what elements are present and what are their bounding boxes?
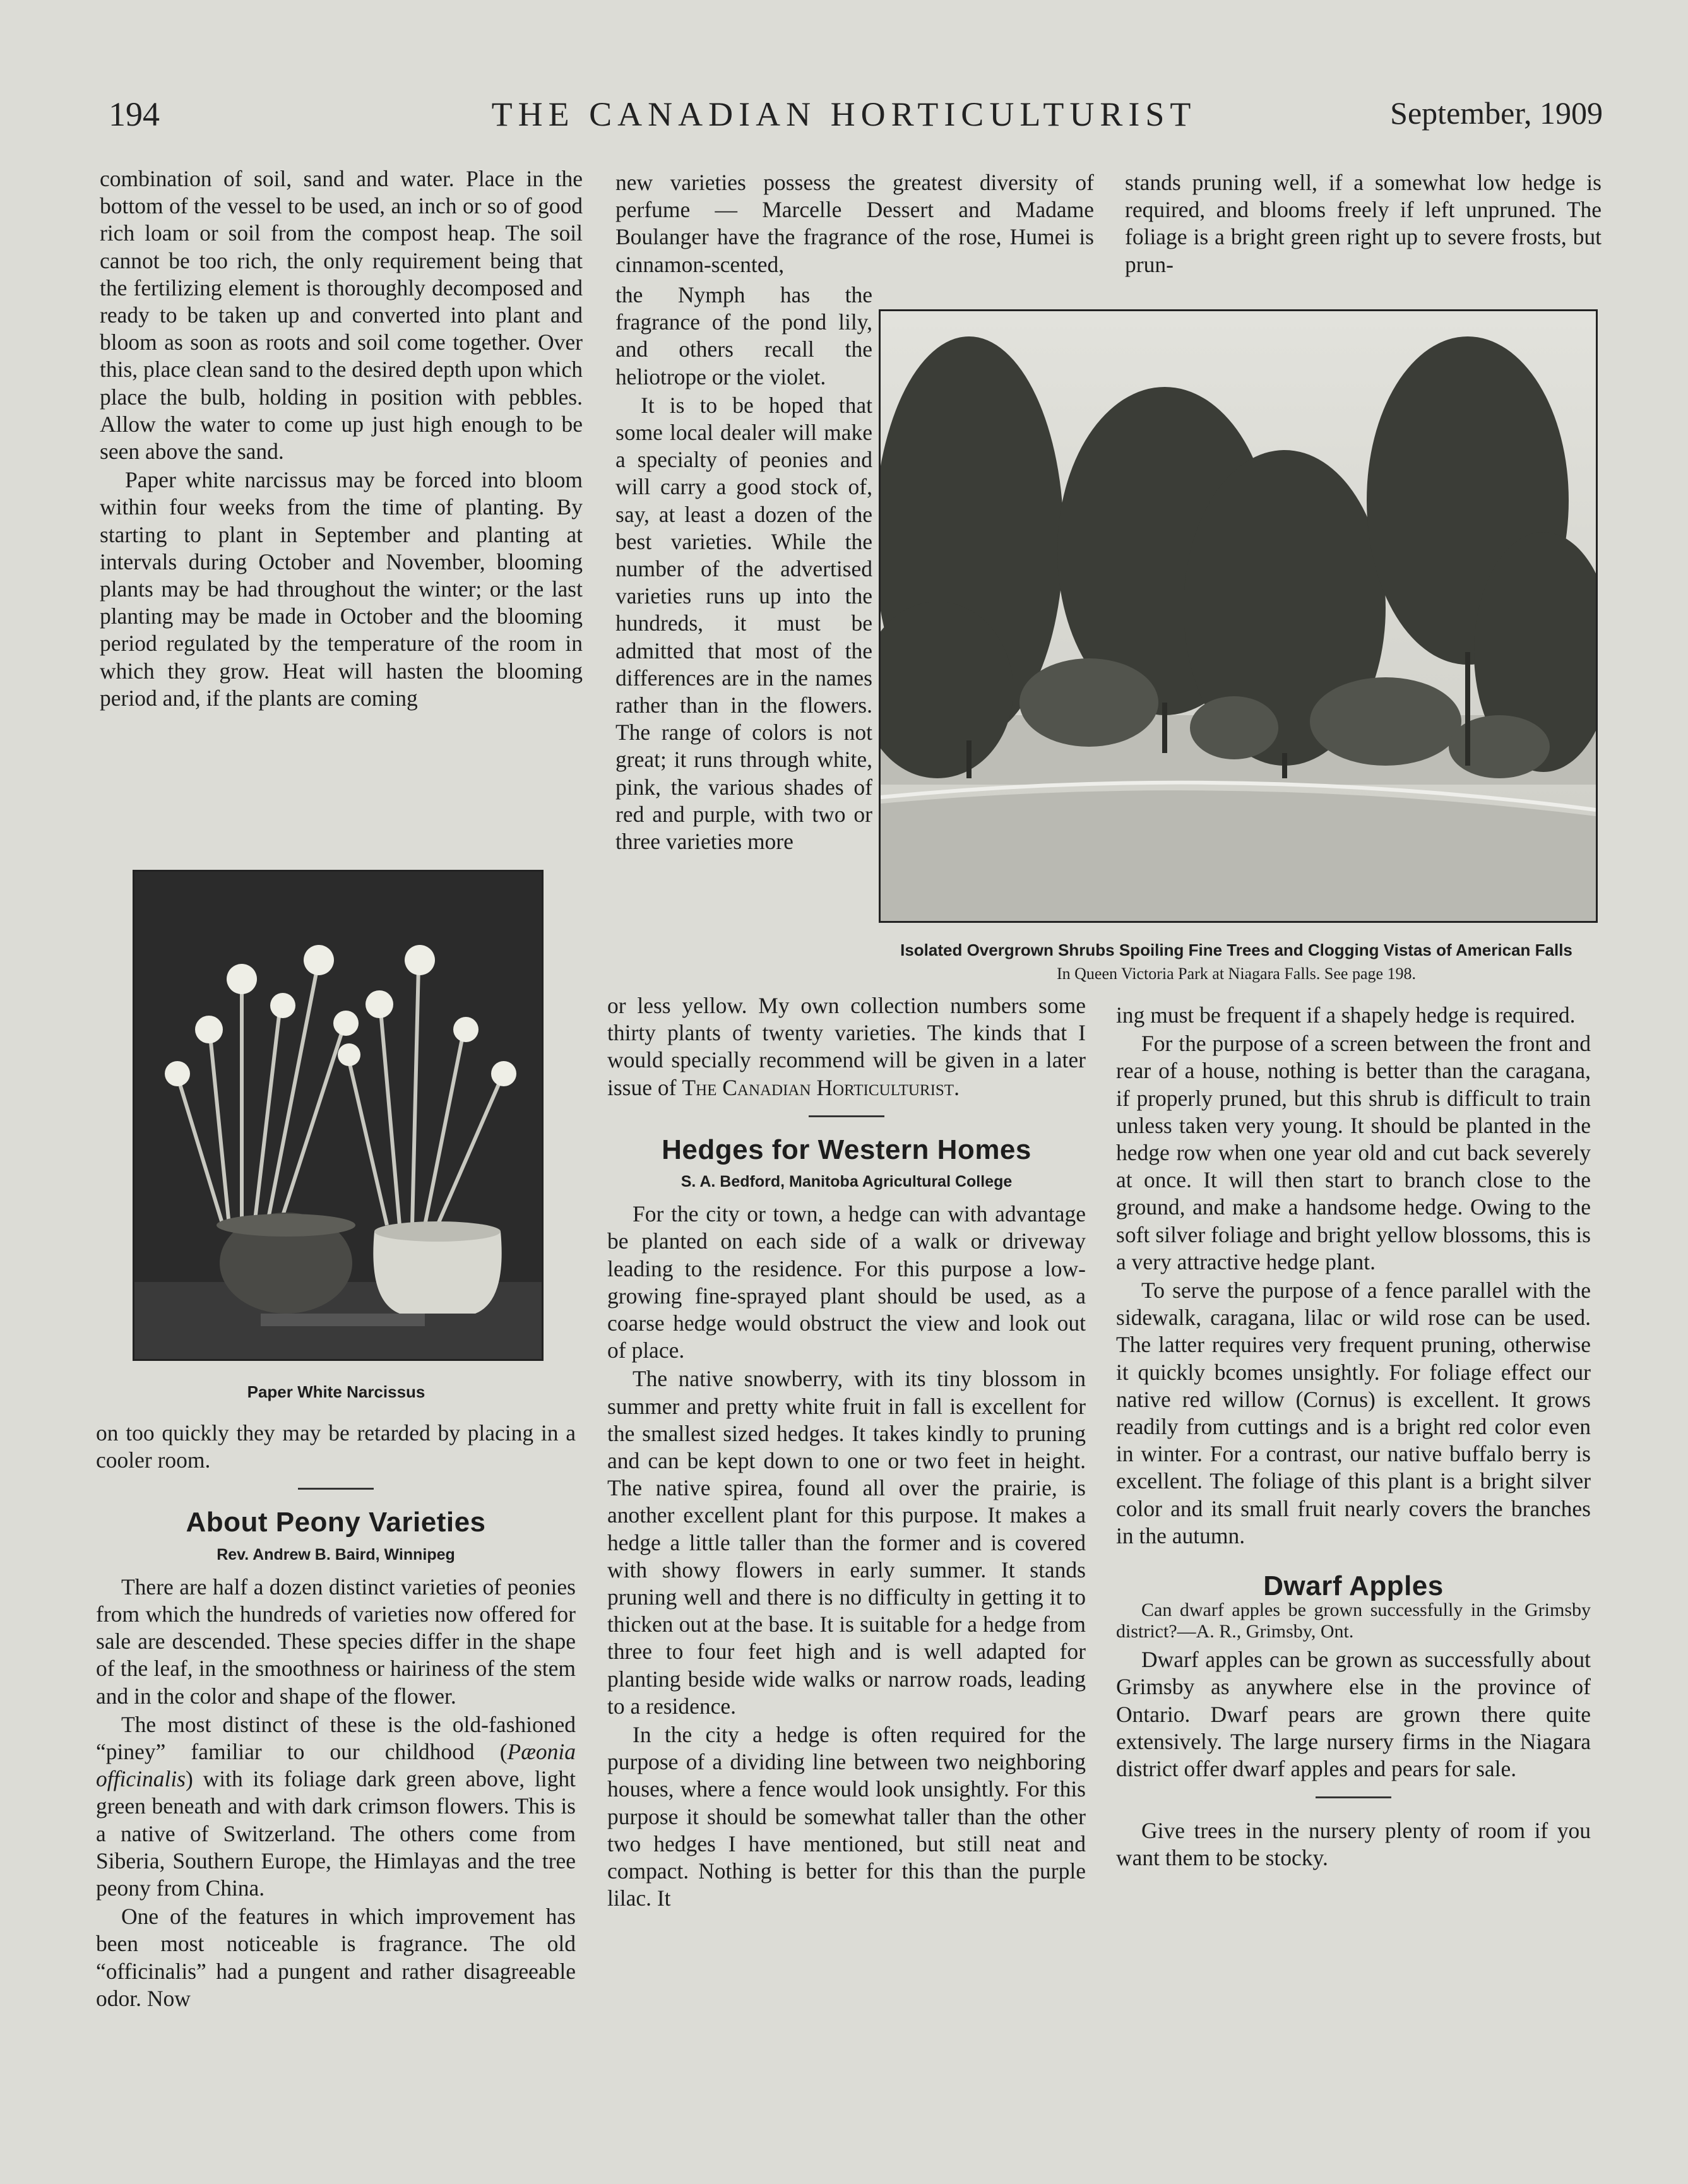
filler-note: Give trees in the nursery plenty of room if you want them to be stocky. [1116, 1818, 1591, 1871]
paragraph: stands pruning well, if a somewhat low hedge is required, and blooms freely if left unpruned. The foliage is a bright green right up to severe frosts, but prun- [1125, 170, 1602, 277]
magazine-title: THE CANADIAN HORTICULTURIST [491, 95, 1197, 133]
hedges-heading: Hedges for Western Homes [662, 1134, 1031, 1165]
peony-byline: Rev. Andrew B. Baird, Winnipeg [217, 1545, 455, 1564]
paragraph: on too quickly they may be retarded by placing in a cooler room. [96, 1420, 576, 1473]
column-2-top [615, 169, 1094, 278]
paragraph: For the city or town, a hedge can with advantage be planted on each side of a walk or driveway leading to the residence. For this purpose a low-growing fine-sprayed plant should be used, as a coarse hedge would obstruct the view and look out of place. [607, 1201, 1086, 1363]
section-divider [298, 1488, 374, 1490]
section-divider [809, 1115, 884, 1117]
paragraph: or less yellow. My own collection numbers some thirty plants of twenty varieties. The kinds that I would specially recommend will be given in a later issue of The Canadian Horticulturist. [607, 993, 1086, 1100]
column-1-bottom [96, 1420, 576, 2012]
column-1-top [100, 165, 583, 712]
paragraph: There are half a dozen distinct varieties of peonies from which the hundreds of varieties now offered for sale are descended. These species differ in the shape of the leaf, in the smoothness or hairiness of the stem and in the color and shape of the flower. [96, 1574, 576, 1709]
narcissus-caption: Paper White Narcissus [247, 1382, 425, 1401]
issue-date: September, 1909 [1390, 95, 1603, 131]
column-2-bottom [607, 992, 1086, 1913]
paragraph: One of the features in which improvement has been most noticeable is fragrance. The old “officinalis” had a pungent and rather disagreeable odor. Now [96, 1904, 576, 2011]
column-3-bottom [1116, 1002, 1591, 1872]
column-2-narrow [615, 282, 872, 855]
narcissus-photo [133, 870, 544, 1361]
paragraph: In the city a hedge is often required for the purpose of a dividing line between two neighboring houses, where a fence would look unsightly. For this purpose it should be somewhat taller than the other two hedges I have mentioned, but still neat and compact. Nothing is better for this than the purple lilac. It [607, 1722, 1086, 1911]
section-divider [1316, 1796, 1391, 1798]
paragraph: The most distinct of these is the old-fashioned “piney” familiar to our childhood (Pæonia officinalis) with its foliage dark green above, light green beneath and with dark crimson flowers. This is a native of Switzerland. The others come from Siberia, Southern Europe, the Himlayas and the tree peony from China. [96, 1711, 576, 1901]
paragraph: It is to be hoped that some local dealer will make a specialty of peonies and will carry a good stock of, say, at least a dozen of the best varieties. While the number of the advertised varieties runs up into the hundreds, it must be admitted that most of the differences are in the names rather than in the flowers. The range of colors is not great; it runs through white, pink, the various shades of red and purple, with two or three varieties more [615, 392, 872, 855]
peony-heading: About Peony Varieties [186, 1507, 486, 1538]
page-number: 194 [109, 95, 160, 133]
narcissus-illustration [134, 872, 542, 1359]
paragraph: For the purpose of a screen between the front and rear of a house, nothing is better than the caragana, if properly pruned, but this shrub is difficult to train unless taken very young. It should be planted in the hedge row when one year old and cut back severely at once. It will then start to branch close to the ground, and make a handsome hedge. Owing to the soft silver foliage and bright yellow blossoms, this is a very attractive hedge plant. [1116, 1031, 1591, 1274]
magazine-name: The Canadian Horticulturist. [682, 1074, 960, 1100]
park-illustration [881, 311, 1596, 921]
paragraph: Paper white narcissus may be forced into bloom within four weeks from the time of planting. By starting to plant in September and planting at intervals during October and November, blooming plants may be had throughout the winter; or the last planting may be made in October and the blooming period regulated by the temperature of the room in which they grow. Heat will hasten the blooming period and, if the plants are coming [100, 467, 583, 711]
paragraph: new varieties possess the greatest diversity of perfume — Marcelle Dessert and Madame Boulanger have the fragrance of the rose, Humei is cinnamon-scented, [615, 170, 1094, 277]
paragraph: The native snowberry, with its tiny blossom in summer and pretty white fruit in fall is excellent for the smallest sized hedges. It takes kindly to pruning and can be kept down to one or two feet in height. The native spirea, found all over the prairie, is another excellent plant for this purpose. It makes a hedge a little taller than the former and is covered with showy flowers in early summer. It stands pruning well and there is no difficulty in getting it to thicken out at the base. It is suitable for a hedge from three to four feet high and is well adapted for planting beside wide walks or narrow roads, leading to a residence. [607, 1366, 1086, 1719]
paragraph: To serve the purpose of a fence parallel with the sidewalk, caragana, lilac or wild rose can be used. The latter requires very frequent pruning, otherwise it quickly bcomes unsightly. For foliage effect our native red willow (Cornus) is excellent. It grows readily from cuttings and is a bright red color even in winter. For a contrast, our native buffalo berry is excellent. The foliage of this plant is a bright silver color and its small fruit nearly covers the branches in the autumn. [1116, 1278, 1591, 1548]
park-photo [879, 309, 1598, 923]
dwarf-apples-heading: Dwarf Apples [1263, 1570, 1444, 1602]
reader-question: Can dwarf apples be grown successfully in the Grimsby district?—A. R., Grimsby, Ont. [1116, 1599, 1591, 1642]
paragraph: ing must be frequent if a shapely hedge is required. [1116, 1002, 1576, 1028]
park-photo-subcaption: In Queen Victoria Park at Niagara Falls. See page 198. [1056, 964, 1417, 983]
park-photo-caption: Isolated Overgrown Shrubs Spoiling Fine Trees and Clogging Vistas of American Falls [900, 941, 1572, 959]
paragraph: Dwarf apples can be grown as successfully about Grimsby as anywhere else in the province of Ontario. Dwarf pears are grown there quite extensively. The large nursery firms in the Niagara district offer dwarf apples and pears for sale. [1116, 1647, 1591, 1782]
hedges-byline: S. A. Bedford, Manitoba Agricultural College [681, 1173, 1013, 1191]
species-name: Pæonia officinalis [96, 1739, 576, 1792]
paragraph: the Nymph has the fragrance of the pond lily, and others recall the heliotrope or the violet. [615, 282, 872, 389]
column-3-top [1125, 169, 1602, 278]
paragraph: combination of soil, sand and water. Place in the bottom of the vessel to be used, an inch or so of good rich loam or soil from the compost heap. The soil cannot be too rich, the only requirement being that the fertilizing element is thoroughly decomposed and ready to be taken up and converted into plant and bloom as soon as roots and soil come together. Over this, place clean sand to the desired depth upon which place the bulb, holding in position with pebbles. Allow the water to come up just high enough to be seen above the sand. [100, 166, 583, 465]
